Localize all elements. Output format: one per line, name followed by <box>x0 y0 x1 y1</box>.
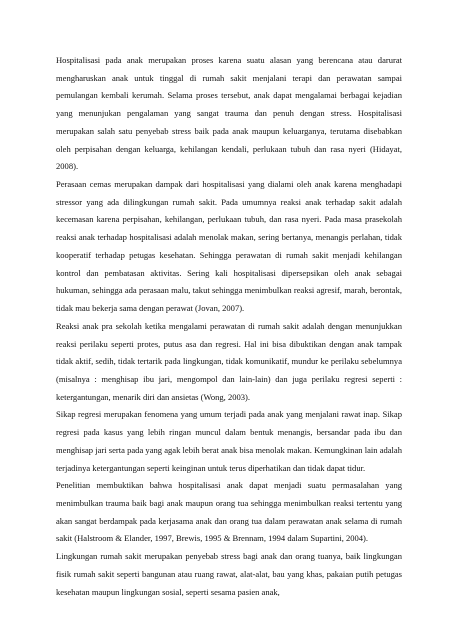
paragraph-2: Perasaan cemas merupakan dampak dari hospitalisasi yang dialami oleh anak karena menghadapi stressor yang ada dilingkungan rumah sakit. Pada umumnya reaksi anak terhadap sakit adalah kecemasan karena perpisahan, kehilangan, perlukaan tubuh, dan rasa nyeri. Pada masa prasekolah reaksi anak terhadap hospitalisasi adalah menolak makan, sering bertanya, menangis perlahan, tidak kooperatif terhadap petugas kesehatan. Sehingga perawatan di rumah sakit menjadi kehilangan kontrol dan pembatasan aktivitas. Sering kali hospitalisasi dipersepsikan oleh anak sebagai hukuman, sehingga ada perasaan malu, takut sehingga menimbulkan reaksi agresif, marah, berontak, tidak mau bekerja sama dengan perawat (Jovan, 2007). <box>56 179 402 314</box>
paragraph-6: Lingkungan rumah sakit merupakan penyebab stress bagi anak dan orang tuanya, baik lingkungan fisik rumah sakit seperti bangunan atau ruang rawat, alat-alat, bau yang khas, pakaian putih petugas kesehatan maupun lingkungan sosial, seperti sesama pasien anak, <box>56 551 402 597</box>
paragraph-3: Reaksi anak pra sekolah ketika mengalami perawatan di rumah sakit adalah dengan menunjukkan reaksi perilaku seperti protes, putus asa dan regresi. Hal ini bisa dibuktikan dengan anak tampak tidak aktif, sedih, tidak tertarik pada lingkungan, tidak komunikatif, mundur ke perilaku sebelumnya (misalnya : menghisap ibu jari, mengompol dan lain-lain) dan juga perilaku regresi seperti : ketergantungan, menarik diri dan ansietas (Wong, 2003). <box>56 320 402 402</box>
document-body <box>56 52 402 601</box>
paragraph-1: Hospitalisasi pada anak merupakan proses karena suatu alasan yang berencana atau darurat mengharuskan anak untuk tinggal di rumah sakit menjalani terapi dan perawatan sampai pemulangan kembali kerumah. Selama proses tersebut, anak dapat mengalamai berbagai kejadian yang menunjukan pengalaman yang sangat trauma dan penuh dengan stress. Hospitalisasi merupakan salah satu penyebab stress baik pada anak maupun keluarganya, terutama disebabkan oleh perpisahan dengan keluarga, kehilangan kendali, perlukaan tubuh dan rasa nyeri (Hidayat, 2008). <box>56 55 402 172</box>
paragraph-4: Sikap regresi merupakan fenomena yang umum terjadi pada anak yang menjalani rawat inap. Sikap regresi pada kasus yang lebih ringan muncul dalam bentuk menangis, bersandar pada ibu dan menghisap jari serta pada yang agak lebih berat anak bisa menolak makan. Kemungkinan lain adalah terjadinya ketergantungan seperti keinginan untuk terus diperhatikan dan tidak dapat tidur. <box>56 409 402 473</box>
paragraph-5: Penelitian membuktikan bahwa hospitalisasi anak dapat menjadi suatu permasalahan yang menimbulkan trauma baik bagi anak maupun orang tua sehingga menimbulkan reaksi tertentu yang akan sangat berdampak pada kerjasama anak dan orang tua dalam perawatan anak selama di rumah sakit (Halstroom & Elander, 1997, Brewis, 1995 & Brennam, 1994 dalam Supartini, 2004). <box>56 480 402 544</box>
